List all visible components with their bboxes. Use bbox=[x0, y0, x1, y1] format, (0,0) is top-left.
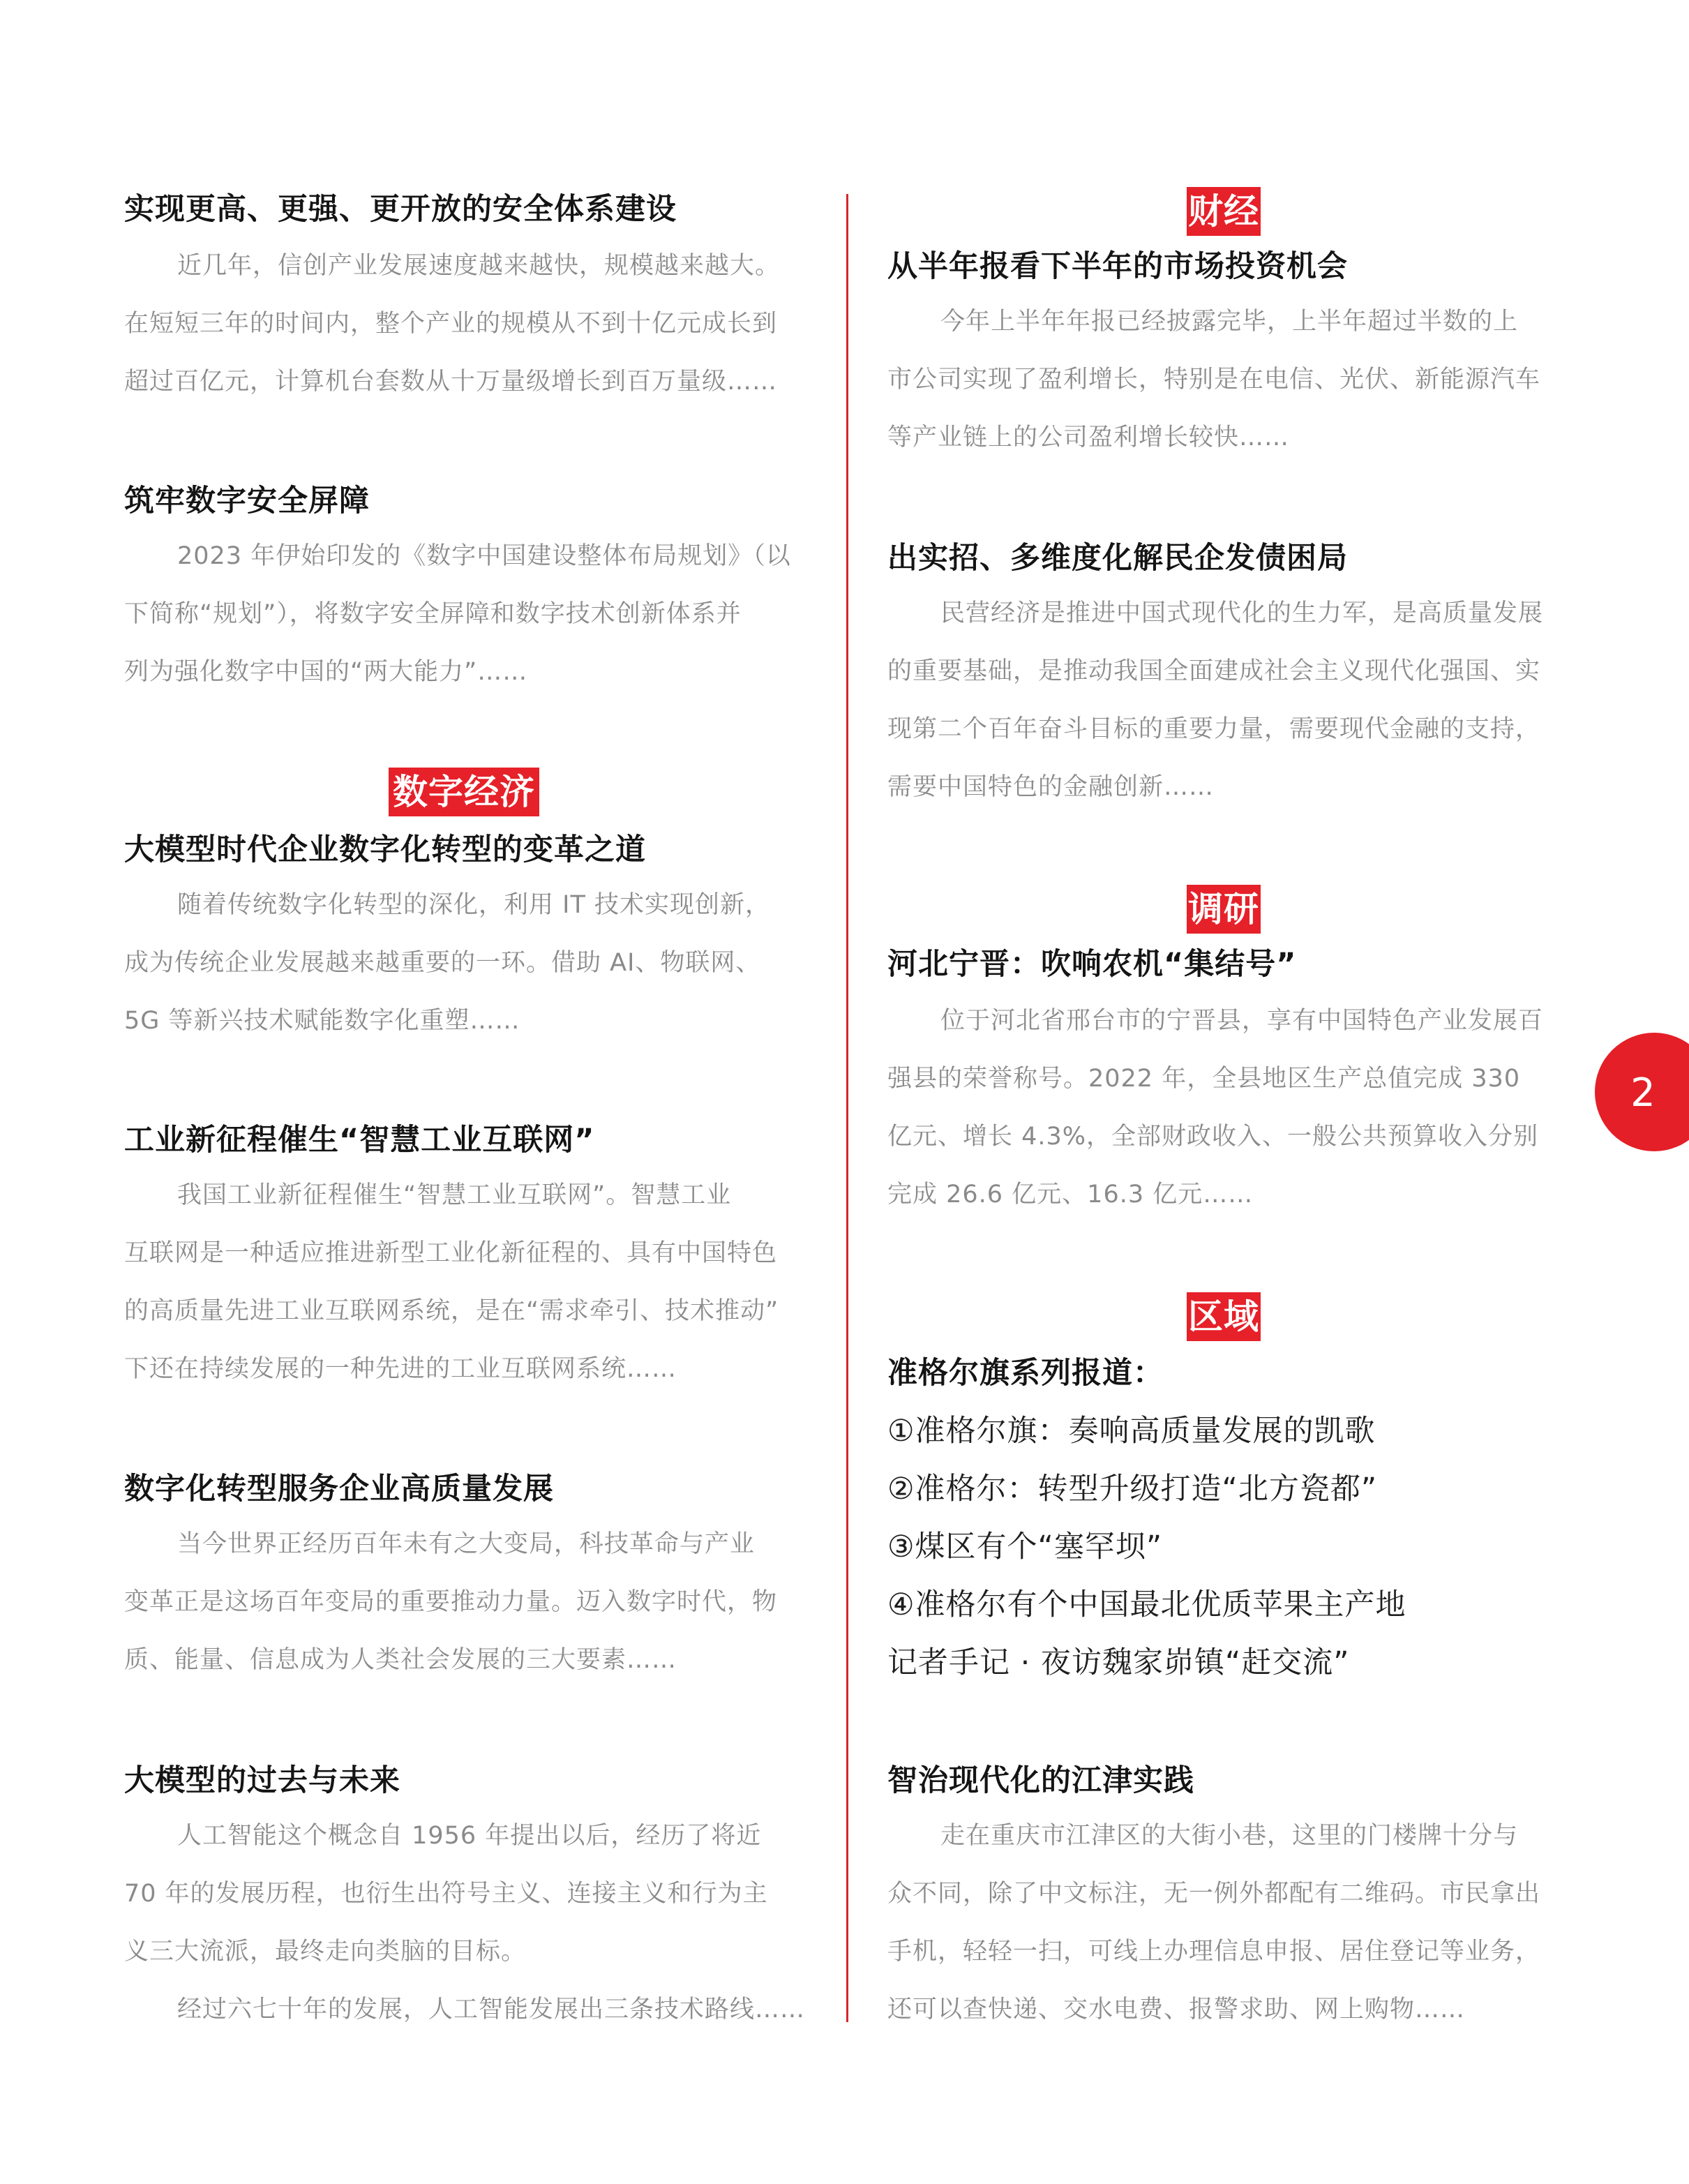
summary-line: 成为传统企业发展越来越重要的一环。借助 AI、物联网、 bbox=[124, 949, 761, 977]
section-badge-digital-economy bbox=[389, 768, 539, 816]
summary-line: 70 年的发展历程，也衍生出符号主义、连接主义和行为主 bbox=[124, 1880, 768, 1908]
summary-line: 变革正是这场百年变局的重要推动力量。迈入数字时代，物 bbox=[124, 1588, 778, 1616]
summary-line: 完成 26.6 亿元、16.3 亿元…… bbox=[887, 1181, 1254, 1209]
summary-line: 的重要基础，是推动我国全面建成社会主义现代化强国、实 bbox=[887, 657, 1541, 685]
summary-line: 亿元、增长 4.3%，全部财政收入、一般公共预算收入分别 bbox=[887, 1123, 1539, 1151]
summary-line: 民营经济是推进中国式现代化的生力军，是高质量发展 bbox=[940, 599, 1544, 627]
summary-line: 随着传统数字化转型的深化，利用 IT 技术实现创新， bbox=[177, 891, 770, 919]
summary-line: 等产业链上的公司盈利增长较快…… bbox=[887, 424, 1290, 451]
article-summary bbox=[124, 1807, 811, 2039]
summary-line: 强县的荣誉称号。2022 年，全县地区生产总值完成 330 bbox=[887, 1065, 1521, 1093]
section-badge-region bbox=[1187, 1292, 1261, 1341]
article-title[interactable]: 河北宁晋：吹响农机“集结号” bbox=[887, 947, 1297, 982]
article-title[interactable]: 智治现代化的江津实践 bbox=[887, 1763, 1194, 1798]
article-summary bbox=[124, 237, 811, 411]
summary-line: 当今世界正经历百年未有之大变局，科技革命与产业 bbox=[177, 1530, 756, 1558]
series-item[interactable]: ②准格尔：转型升级打造“北方瓷都” bbox=[887, 1472, 1378, 1506]
article-title[interactable]: 实现更高、更强、更开放的安全体系建设 bbox=[124, 192, 677, 227]
series-title[interactable]: 准格尔旗系列报道： bbox=[887, 1356, 1164, 1391]
article-title[interactable]: 工业新征程催生“智慧工业互联网” bbox=[124, 1123, 595, 1158]
article-summary bbox=[887, 293, 1575, 467]
article-title[interactable]: 数字化转型服务企业高质量发展 bbox=[124, 1472, 554, 1506]
summary-line: 近几年，信创产业发展速度越来越快，规模越来越大。 bbox=[177, 252, 781, 280]
summary-line: 义三大流派，最终走向类脑的目标。 bbox=[124, 1938, 527, 1966]
summary-line: 下简称“规划”），将数字安全屏障和数字技术创新体系并 bbox=[124, 600, 742, 628]
summary-line: 需要中国特色的金融创新…… bbox=[887, 773, 1215, 801]
series-item[interactable]: ①准格尔旗：奏响高质量发展的凯歌 bbox=[887, 1414, 1376, 1449]
section-badge-finance bbox=[1187, 187, 1261, 236]
right-column bbox=[887, 0, 1571, 2184]
summary-line: 超过百亿元，计算机台套数从十万量级增长到百万量级…… bbox=[124, 368, 778, 396]
series-item[interactable]: ④准格尔有个中国最北优质苹果主产地 bbox=[887, 1587, 1406, 1622]
summary-line: 经过六七十年的发展，人工智能发展出三条技术路线…… bbox=[177, 1996, 806, 2024]
article-summary bbox=[124, 876, 811, 1050]
summary-line: 5G 等新兴技术赋能数字化重塑…… bbox=[124, 1007, 520, 1035]
summary-line: 列为强化数字中国的“两大能力”…… bbox=[124, 658, 528, 686]
summary-line: 质、能量、信息成为人类社会发展的三大要素…… bbox=[124, 1646, 677, 1674]
summary-line: 现第二个百年奋斗目标的重要力量，需要现代金融的支持， bbox=[887, 715, 1541, 743]
summary-line: 走在重庆市江津区的大街小巷，这里的门楼牌十分与 bbox=[940, 1822, 1519, 1850]
article-summary bbox=[887, 585, 1575, 816]
article-title[interactable]: 大模型时代企业数字化转型的变革之道 bbox=[124, 832, 646, 867]
left-column bbox=[124, 0, 808, 2184]
summary-line: 众不同，除了中文标注，无一例外都配有二维码。市民拿出 bbox=[887, 1880, 1541, 1908]
summary-line: 市公司实现了盈利增长，特别是在电信、光伏、新能源汽车 bbox=[887, 366, 1541, 394]
article-title[interactable]: 大模型的过去与未来 bbox=[124, 1763, 400, 1798]
summary-line: 下还在持续发展的一种先进的工业互联网系统…… bbox=[124, 1355, 677, 1383]
column-divider bbox=[846, 194, 848, 2022]
summary-line: 互联网是一种适应推进新型工业化新征程的、具有中国特色 bbox=[124, 1239, 778, 1267]
summary-line: 2023 年伊始印发的《数字中国建设整体布局规划》（以 bbox=[177, 542, 791, 570]
section-badge-research bbox=[1187, 885, 1261, 934]
summary-line: 人工智能这个概念自 1956 年提出以后，经历了将近 bbox=[177, 1822, 762, 1850]
summary-line: 今年上半年年报已经披露完毕，上半年超过半数的上 bbox=[940, 308, 1519, 336]
article-title[interactable]: 筑牢数字安全屏障 bbox=[124, 484, 370, 518]
summary-line: 在短短三年的时间内，整个产业的规模从不到十亿元成长到 bbox=[124, 310, 778, 338]
article-title[interactable]: 从半年报看下半年的市场投资机会 bbox=[887, 249, 1348, 284]
summary-line: 我国工业新征程催生“智慧工业互联网”。智慧工业 bbox=[177, 1181, 732, 1209]
article-summary bbox=[124, 1167, 811, 1398]
article-summary bbox=[887, 1807, 1575, 2039]
article-summary bbox=[124, 528, 811, 701]
series-item[interactable]: 记者手记 · 夜访魏家峁镇“赶交流” bbox=[887, 1645, 1350, 1680]
article-title[interactable]: 出实招、多维度化解民企发债困局 bbox=[887, 541, 1348, 576]
badge-label: 调研 bbox=[1188, 889, 1259, 929]
badge-label: 区域 bbox=[1188, 1296, 1259, 1337]
summary-line: 还可以查快递、交水电费、报警求助、网上购物…… bbox=[887, 1996, 1466, 2024]
summary-line: 位于河北省邢台市的宁晋县，享有中国特色产业发展百 bbox=[940, 1007, 1544, 1035]
badge-label: 数字经济 bbox=[393, 772, 535, 812]
article-summary bbox=[124, 1516, 811, 1689]
series-item[interactable]: ③煤区有个“塞罕坝” bbox=[887, 1529, 1163, 1564]
page-number: 2 bbox=[1630, 1070, 1656, 1116]
article-summary bbox=[887, 992, 1575, 1224]
summary-line: 的高质量先进工业互联网系统，是在“需求牵引、技术推动” bbox=[124, 1297, 779, 1325]
badge-label: 财经 bbox=[1188, 191, 1259, 232]
summary-line: 手机，轻轻一扫，可线上办理信息申报、居住登记等业务， bbox=[887, 1938, 1541, 1966]
